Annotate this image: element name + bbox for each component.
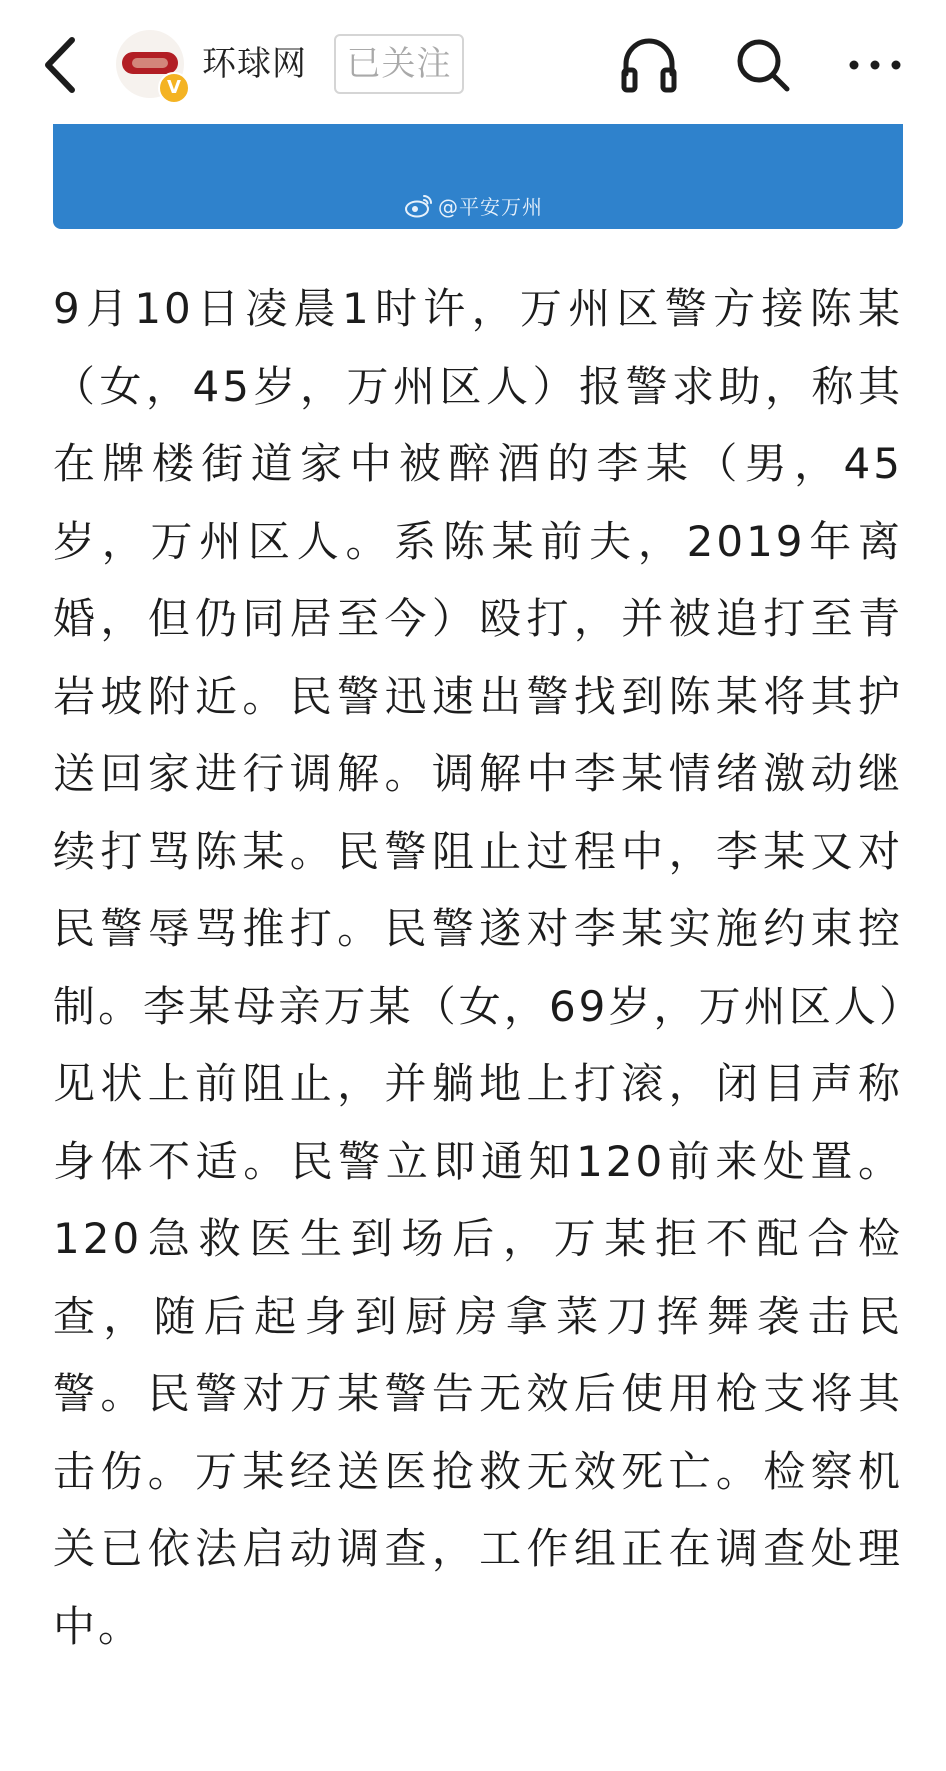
image-watermark (404, 188, 543, 222)
huanqiu-logo (122, 52, 178, 74)
search-button[interactable] (732, 34, 794, 96)
weibo-icon (404, 192, 434, 218)
more-button[interactable] (844, 34, 906, 96)
listen-button[interactable] (618, 34, 680, 96)
watermark-text: @平安万州 (438, 194, 543, 219)
article-body: 9月10日凌晨1时许，万州区警方接陈某（女，45岁，万州区人）报警求助，称其在牌楼街道家中被醉酒的李某（男，45岁，万州区人。系陈某前夫，2019年离婚，但仍同居至今）殴打，并被追打至青岩坡附近。民警迅速出警找到陈某将其护送回家进行调解。调解中李某情绪激动继续打骂陈某。民警阻止过程中，李某又对民警辱骂推打。民警遂对李某实施约束控制。李某母亲万某（女，69岁，万州区人）见状上前阻止，并躺地上打滚，闭目声称身体不适。民警立即通知120前来处置。120急救医生到场后，万某拒不配合检查，随后起身到厨房拿菜刀挥舞袭击民警。民警对万某警告无效后使用枪支将其击伤。万某经送医抢救无效死亡。检察机关已依法启动调查，工作组正在调查处理中。 (53, 284, 903, 1651)
back-button[interactable] (38, 30, 90, 100)
account-name[interactable]: 环球网 (202, 44, 307, 84)
search-icon (732, 34, 794, 96)
top-navigation-bar (0, 0, 946, 122)
follow-button[interactable]: 已关注 (334, 34, 464, 94)
back-arrow-icon (38, 30, 90, 100)
account-avatar[interactable] (116, 30, 184, 98)
more-icon (844, 34, 906, 96)
headphones-icon (618, 34, 680, 96)
verified-badge-icon: V (158, 72, 190, 104)
